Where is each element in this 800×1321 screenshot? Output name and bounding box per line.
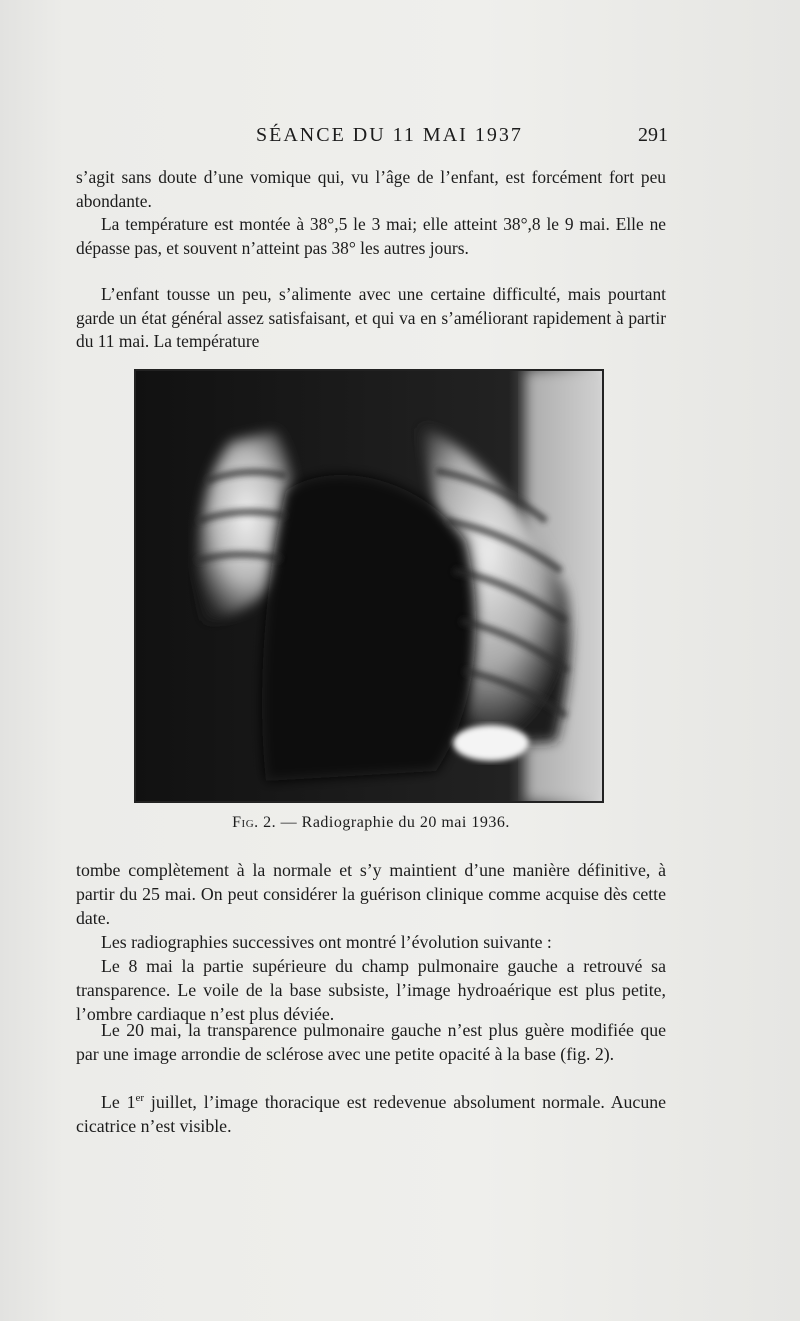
paragraph: La température est montée à 38°,5 le 3 mai; elle atteint 38°,8 le 9 mai. Elle ne dépasse pas, et souvent n’atteint pas 38° les autres jours. <box>76 214 666 258</box>
running-header <box>76 124 668 154</box>
caption-dash: — <box>276 814 302 831</box>
paragraph: Le 20 mai, la transparence pulmonaire gauche n’est plus guère modifiée que par une image arrondie de sclérose avec une petite opacité à la base (fig. 2). <box>76 1020 666 1064</box>
paragraph: Les radiographies successives ont montré l’évolution suivante : <box>101 932 552 952</box>
text-span: juillet, l’image thoracique est redevenue absolument normale. Aucune cicatrice n’est visible. <box>76 1091 666 1136</box>
figure-caption <box>76 814 666 832</box>
paragraph <box>76 1086 666 1138</box>
paragraph: s’agit sans doute d’une vomique qui, vu l’âge de l’enfant, est forcément fort peu abondante. <box>76 167 666 211</box>
figure-label: Fig. 2. <box>232 814 277 831</box>
paragraph: Le 8 mai la partie supérieure du champ pulmonaire gauche a retrouvé sa transparence. Le voile de la base subsiste, l’image hydroaérique est plus petite, l’ombre cardiaque n’est plus déviée. <box>76 956 666 1024</box>
page-number: 291 <box>638 124 668 146</box>
paragraph: tombe complètement à la normale et s’y maintient d’une manière définitive, à partir du 25 mai. On peut considérer la guérison clinique comme acquise dès cette date. <box>76 860 666 928</box>
radiograph-image <box>134 369 604 803</box>
chest-xray-illustration <box>136 371 602 801</box>
caption-text: Radiographie du 20 mai 1936. <box>301 814 510 831</box>
superscript: er <box>135 1092 145 1104</box>
header-title: SÉANCE DU 11 MAI 1937 <box>256 124 523 146</box>
paragraph: L’enfant tousse un peu, s’alimente avec une certaine difficulté, mais pourtant garde un état général assez satisfaisant, et qui va en s’améliorant rapidement à partir du 11 mai. La température <box>76 284 666 351</box>
text-span: Le 1 <box>101 1091 136 1112</box>
